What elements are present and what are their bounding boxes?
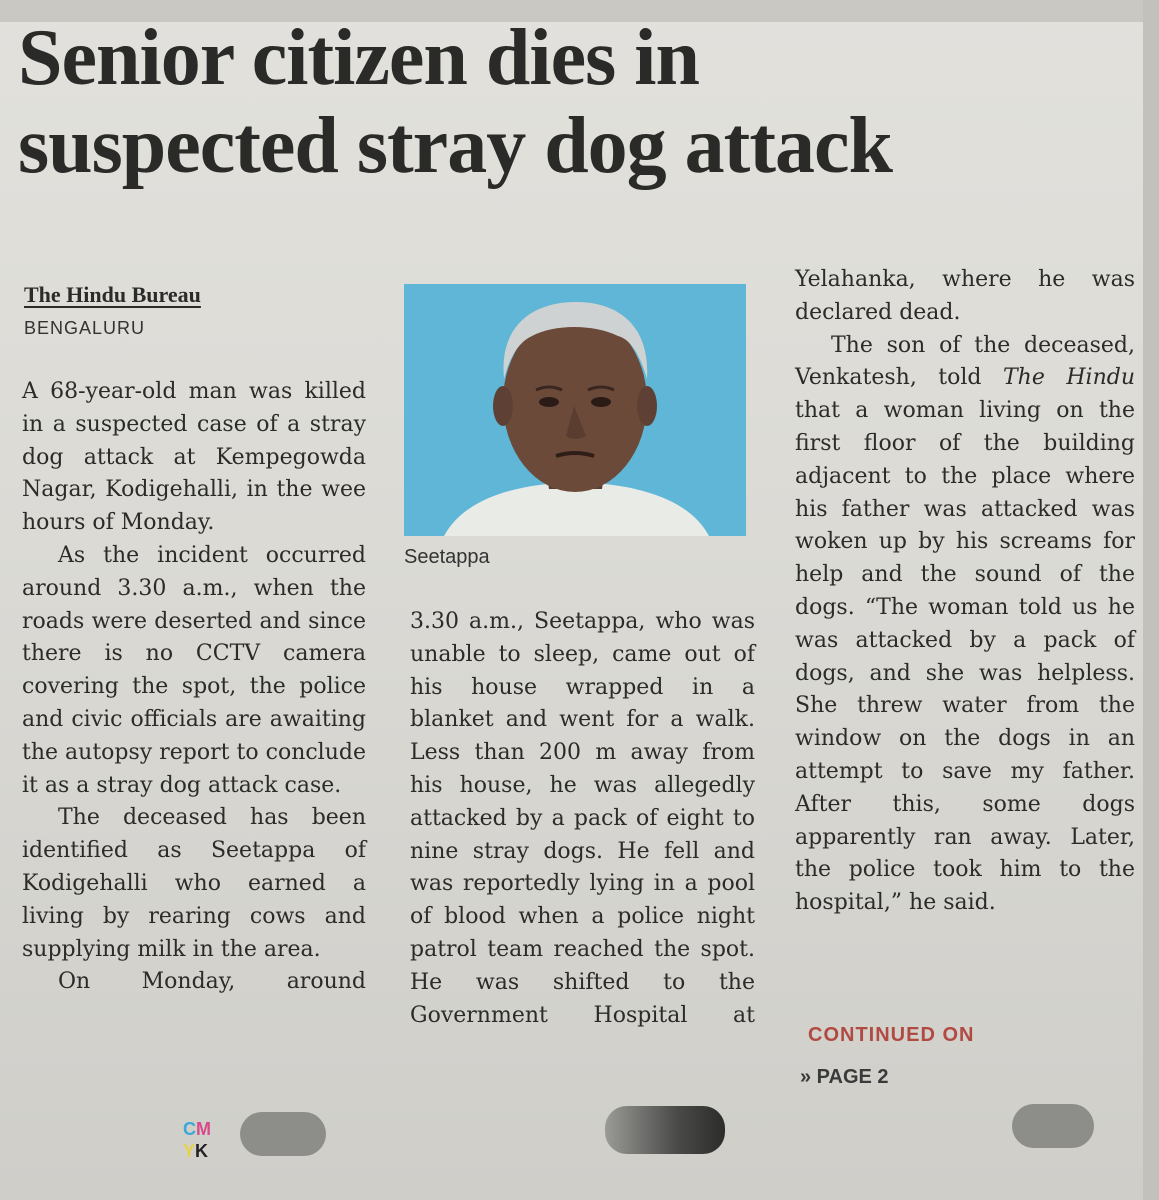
registration-bar — [1012, 1104, 1094, 1148]
paragraph: The deceased has been identified as Seetappa of Kodigehalli who earned a living by rearing cows and supplying milk in the area. — [22, 805, 366, 962]
headline-line-2: suspected stray dog attack — [18, 102, 892, 190]
headline — [18, 14, 892, 190]
headline-line-1: Senior citizen dies in — [18, 14, 699, 102]
page-edge — [1143, 0, 1159, 1200]
portrait-illustration — [404, 284, 746, 536]
article-column-2 — [410, 606, 755, 1032]
paragraph — [795, 330, 1135, 920]
continued-on-label: CONTINUED ON — [808, 1024, 975, 1046]
black-mark: K — [195, 1141, 209, 1161]
registration-bar — [605, 1106, 725, 1154]
article-column-3 — [795, 264, 1135, 920]
paragraph: 3.30 a.m., Seetappa, who was unable to sleep, came out of his house wrapped in a blanket and went for a walk. Less than 200 m away from his house, he was allegedly attacked by a pack of eight to nine stray dogs. He fell and was reportedly lying in a pool of blood when a police night patrol team reached the spot. He was shifted to the Government Hospital at — [410, 609, 755, 1028]
paragraph: Yelahanka, where he was declared dead. — [795, 267, 1135, 325]
paragraph: On Monday, around — [58, 969, 366, 995]
publication-name: The Hindu — [1003, 365, 1135, 391]
color-registration-mark — [183, 1118, 211, 1162]
dateline: BENGALURU — [24, 318, 146, 338]
byline: The Hindu Bureau — [24, 282, 201, 307]
continued-page-link[interactable]: » PAGE 2 — [800, 1066, 889, 1088]
portrait-photo — [404, 284, 746, 536]
registration-bar — [240, 1112, 326, 1156]
paragraph-text: that a woman living on the first floor of the building adjacent to the place where his father was attacked was woken up by his screams for help and the sound of the dogs. “The woman told us he was attacked by a pack of dogs, and she was helpless. She threw water from the window on the dogs in an attempt to save my father. After this, some dogs apparently ran away. Later, the police took him to the hospital,” he said. — [795, 398, 1135, 916]
yellow-mark: Y — [183, 1141, 196, 1161]
paragraph-text: The son of the deceased, Venkatesh, told — [795, 332, 1135, 391]
article-column-1 — [22, 376, 366, 999]
magenta-mark: M — [196, 1119, 211, 1139]
paragraph: A 68-year-old man was killed in a suspected case of a stray dog attack at Kempegowda Nagar, Kodigehalli, in the wee hours of Monday. — [22, 379, 366, 536]
photo-caption: Seetappa — [404, 546, 490, 568]
cyan-mark: C — [183, 1119, 196, 1139]
paragraph: As the incident occurred around 3.30 a.m., when the roads were deserted and since there is no CCTV camera covering the spot, the police and civic officials are awaiting the autopsy report to conclude it as a stray dog attack case. — [22, 542, 366, 798]
